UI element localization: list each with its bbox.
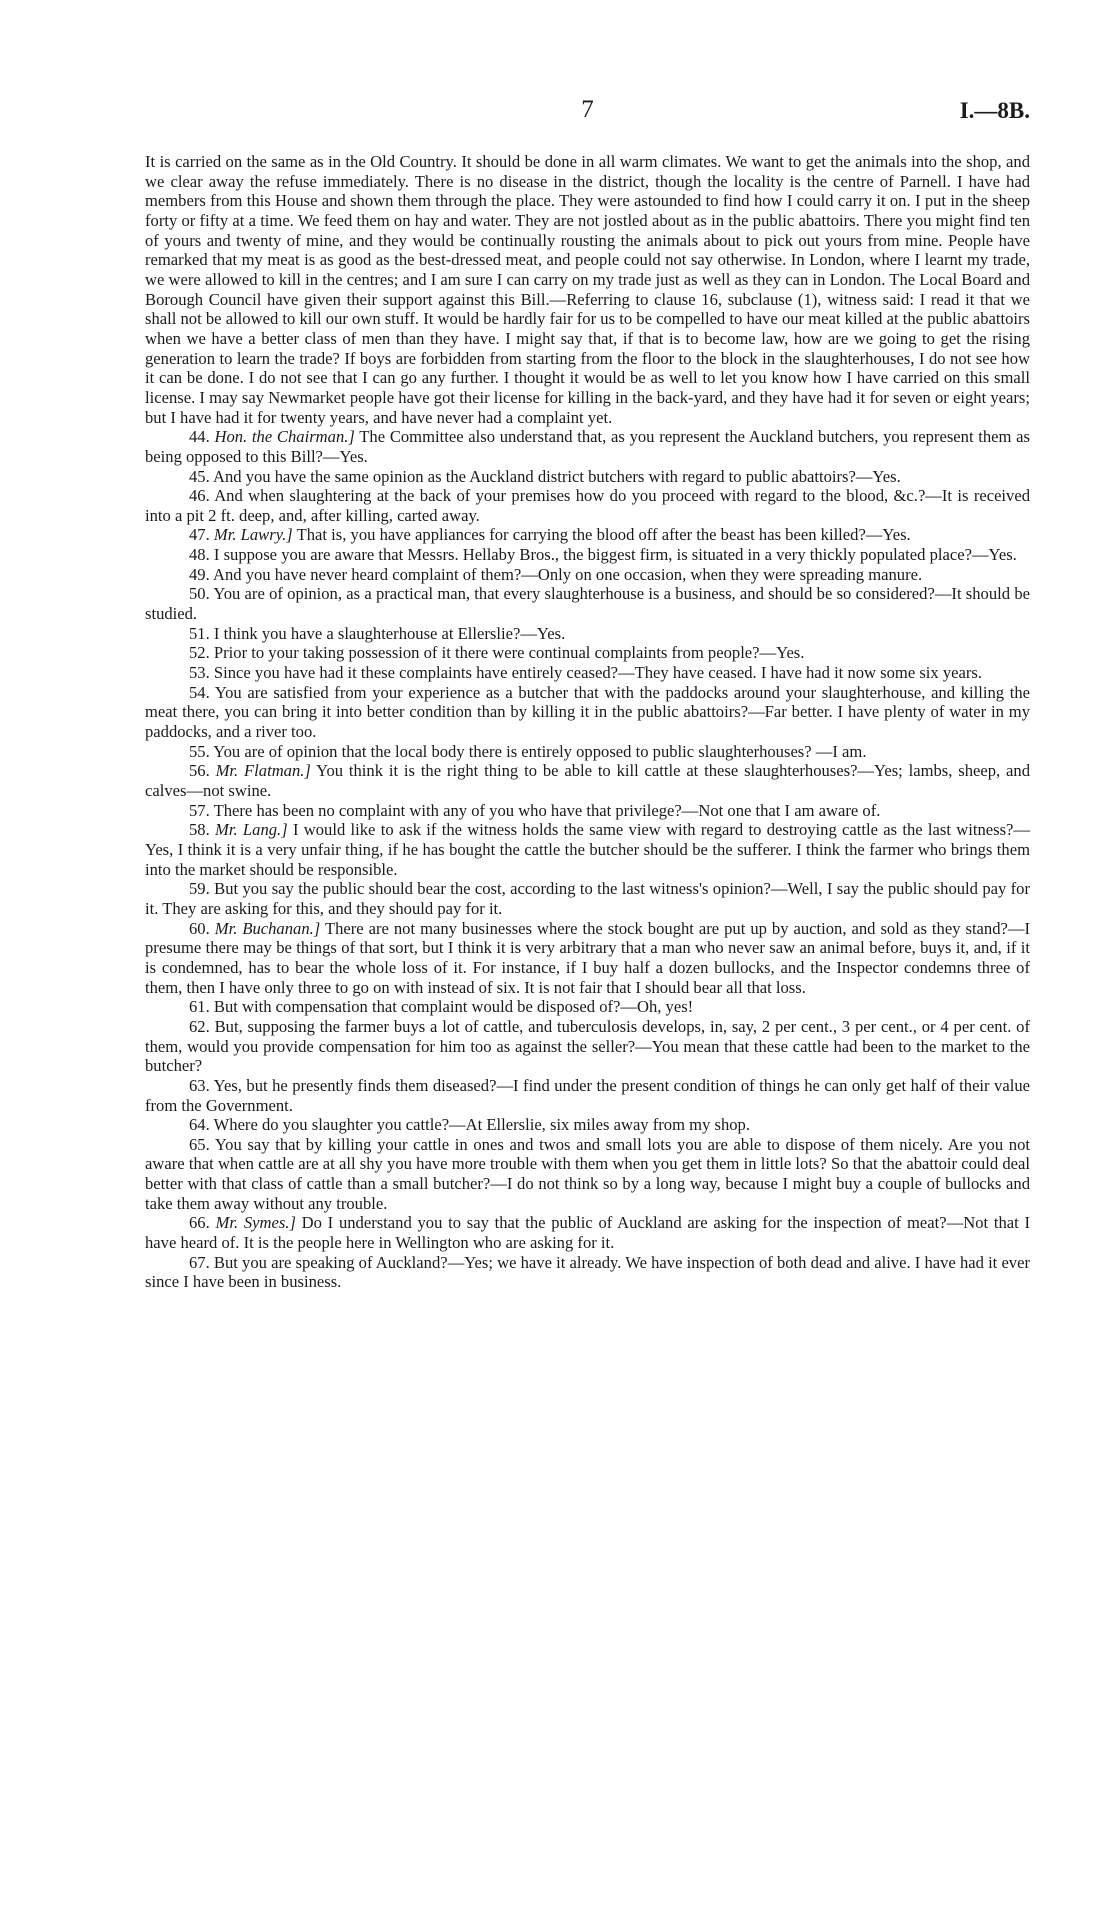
paragraph-text: But with compensation that complaint would be disposed of?—Oh, yes!: [213, 997, 694, 1017]
question-number: 58.: [189, 820, 210, 840]
question-paragraph: [145, 1076, 1030, 1115]
question-paragraph: [145, 467, 1030, 487]
question-paragraph: [145, 486, 1030, 525]
paragraph-text: Do I understand you to say that the public of Auckland are asking for the inspection of meat?—Not that I have heard of. It is the people here in Wellington who are asking for it.: [145, 1213, 1031, 1253]
question-paragraph: [145, 427, 1030, 466]
question-number: 64.: [189, 1115, 210, 1135]
speaker-name: Mr. Buchanan.]: [214, 918, 321, 938]
question-number: 66.: [189, 1213, 210, 1233]
question-paragraph: [145, 1213, 1030, 1252]
paragraph-text: I suppose you are aware that Messrs. Hellaby Bros., the biggest firm, is situated in a very thickly populated place?—Yes.: [213, 545, 1017, 565]
page-number: 7: [581, 96, 594, 123]
page-header: [145, 96, 1030, 128]
paragraph-text: You are satisfied from your experience as a butcher that with the paddocks around your slaughterhouse, and killing the meat there, you can bring it into better condition than by killing it in the public abattoirs?—Far better. I have plenty of water in my paddocks, and a river too.: [145, 682, 1030, 742]
paragraph-text: You are of opinion that the local body there is entirely opposed to public slaughterhouses? —I am.: [213, 741, 867, 761]
question-paragraph: [145, 761, 1030, 800]
question-number: 54.: [189, 682, 210, 702]
question-number: 45.: [189, 466, 210, 486]
paragraph-text: There are not many businesses where the stock bought are put up by auction, and sold as they stand?—I presume there may be things of that sort, but I think it is very arbitrary that a man who never saw an animal before, buys it, and, if it is condemned, has to bear the whole loss of it. For instance, if I buy half a dozen bullocks, and the Inspector condemns three of them, then I have only three to go on with instead of six. It is not fair that I should bear all that loss.: [145, 918, 1030, 997]
question-paragraph: [145, 1135, 1030, 1214]
paragraph-text: And you have never heard complaint of them?—Only on one occasion, when they were spreading manure.: [212, 564, 923, 584]
question-paragraph: [145, 584, 1030, 623]
page-body: [145, 152, 1030, 1292]
paragraph-text: It is carried on the same as in the Old Country. It should be done in all warm climates. We want to get the animals into the shop, and we clear away the refuse immediately. There is no disease in the district, though the locality is the centre of Parnell. I have had members from this House and shown them through the place. They were astounded to find how I could carry it on. I put in the sheep forty or fifty at a time. We feed them on hay and water. They are not jostled about as in the public abattoirs. There you might find ten of yours and twenty of mine, and they would be continually rousting the animals about to pick out yours from mine. People have remarked that my meat is as good as the best-dressed meat, and people could not say otherwise. In London, where I learnt my trade, we were allowed to kill in the centres; and I am sure I can carry on my trade just as well as they can in London. The Local Board and Borough Council have given their support against this Bill.—Referring to clause 16, subclause (1), witness said: I read it that we shall not be allowed to kill our own stuff. It would be hardly fair for us to be compelled to have our meat killed at the public abattoirs when we have a better class of men than they have. I might say that, if that is to become law, how are we going to get the rising generation to learn the trade? If boys are forbidden from starting from the floor to the block in the slaughterhouses, I do not see how it can be done. I do not see that I can go any further. I thought it would be as well to let you know how I have carried on this small license. I may say Newmarket people have got their license for killing in the back-yard, and they have had it for seven or eight years; but I have had it for twenty years, and have never had a complaint yet.: [145, 152, 1030, 427]
question-paragraph: [145, 643, 1030, 663]
question-paragraph: [145, 742, 1030, 762]
paragraph-text: There has been no complaint with any of you who have that privilege?—Not one that I am aware of.: [213, 800, 881, 820]
paragraph-text: The Committee also understand that, as you represent the Auckland butchers, you represent them as being opposed to this Bill?—Yes.: [145, 427, 1031, 466]
paragraph: [145, 152, 1030, 427]
question-number: 59.: [189, 879, 210, 899]
question-number: 57.: [189, 800, 210, 820]
paragraph-text: But you say the public should bear the cost, according to the last witness's opinion?—Well, I say the public should pay for it. They are asking for this, and they should pay for it.: [145, 879, 1030, 918]
question-number: 50.: [189, 584, 210, 604]
question-paragraph: [145, 683, 1030, 742]
paragraph-text: You think it is the right thing to be able to kill cattle at these slaughterhouses?—Yes; lambs, sheep, and calves—not swine.: [145, 761, 1030, 800]
question-paragraph: [145, 565, 1030, 585]
paragraph-text: You say that by killing your cattle in ones and twos and small lots you are able to dispose of them nicely. Are you not aware that when cattle are at all shy you have more trouble with them when you get them in little lots? So that the abattoir could deal better with that class of cattle than a small butcher?—I do not think so by a long way, because I might buy a couple of bullocks and take them away without any trouble.: [145, 1134, 1030, 1213]
question-number: 47.: [189, 525, 210, 545]
paragraph-text: Since you have had it these complaints have entirely ceased?—They have ceased. I have had it now some six years.: [213, 663, 983, 683]
speaker-name: Mr. Lang.]: [215, 820, 288, 840]
question-paragraph: [145, 801, 1030, 821]
question-number: 44.: [189, 427, 210, 447]
paragraph-text: But, supposing the farmer buys a lot of cattle, and tuberculosis develops, in, say, 2 per cent., 3 per cent., or 4 per cent. of them, would you provide compensation for him too as against the seller?—You mean that these cattle had been to the market to the butcher?: [145, 1016, 1030, 1076]
question-paragraph: [145, 663, 1030, 683]
speaker-name: Hon. the Chairman.]: [214, 427, 355, 447]
question-number: 65.: [189, 1134, 210, 1154]
paragraph-text: I think you have a slaughterhouse at Ellerslie?—Yes.: [213, 623, 566, 643]
question-number: 67.: [189, 1252, 210, 1272]
paragraph-text: Prior to your taking possession of it there were continual complaints from people?—Yes.: [213, 643, 805, 663]
paragraph-text: And when slaughtering at the back of your premises how do you proceed with regard to the blood, &c.?—It is received into a pit 2 ft. deep, and, after killing, carted away.: [145, 486, 1031, 525]
question-paragraph: [145, 879, 1030, 918]
paragraph-text: That is, you have appliances for carrying the blood off after the beast has been killed?—Yes.: [296, 525, 911, 545]
paragraph-text: Where do you slaughter you cattle?—At Ellerslie, six miles away from my shop.: [213, 1115, 751, 1135]
question-paragraph: [145, 1017, 1030, 1076]
question-number: 53.: [189, 663, 210, 683]
paragraph-text: And you have the same opinion as the Auckland district butchers with regard to public abattoirs?—Yes.: [212, 466, 901, 486]
question-number: 63.: [189, 1075, 210, 1095]
paragraph-text: I would like to ask if the witness holds the same view with regard to destroying cattle as the last witness?—Yes, I think it is a very unfair thing, if he has bought the cattle the butcher should be the sufferer. I think the farmer who brings them into the market should be responsible.: [145, 820, 1030, 879]
speaker-name: Mr. Lawry.]: [213, 525, 293, 545]
question-paragraph: [145, 1115, 1030, 1135]
question-paragraph: [145, 1253, 1030, 1292]
question-paragraph: [145, 997, 1030, 1017]
speaker-name: Mr. Symes.]: [215, 1213, 296, 1233]
question-number: 61.: [189, 997, 210, 1017]
question-paragraph: [145, 545, 1030, 565]
paragraph-text: But you are speaking of Auckland?—Yes; we have it already. We have inspection of both dead and alive. I have had it ever since I have been in business.: [145, 1252, 1030, 1292]
question-number: 51.: [189, 623, 210, 643]
question-paragraph: [145, 624, 1030, 644]
question-number: 46.: [189, 486, 210, 506]
question-number: 55.: [189, 741, 210, 761]
question-paragraph: [145, 525, 1030, 545]
paragraph-text: You are of opinion, as a practical man, that every slaughterhouse is a business, and should be so considered?—It should be studied.: [145, 584, 1030, 624]
question-number: 62.: [189, 1016, 210, 1036]
question-number: 60.: [189, 918, 210, 938]
paragraph-text: Yes, but he presently finds them diseased?—I find under the present condition of things he can only get half of their value from the Government.: [145, 1075, 1030, 1115]
question-paragraph: [145, 820, 1030, 879]
question-number: 49.: [189, 564, 210, 584]
question-number: 56.: [189, 761, 210, 781]
document-reference: I.—8B.: [959, 98, 1030, 123]
question-number: 52.: [189, 643, 210, 663]
speaker-name: Mr. Flatman.]: [215, 761, 311, 781]
question-paragraph: [145, 919, 1030, 998]
question-number: 48.: [189, 545, 210, 565]
